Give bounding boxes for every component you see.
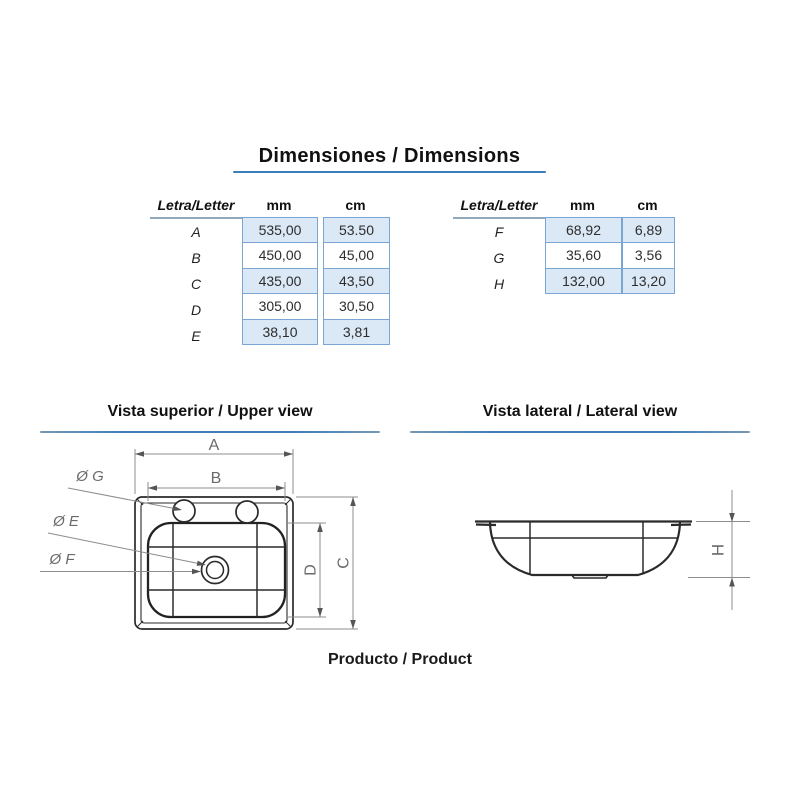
table-cell: 13,20 — [623, 269, 674, 294]
table-cell: 35,60 — [546, 243, 621, 269]
table-cell: 3,56 — [623, 243, 674, 269]
table-cell: 45,00 — [324, 243, 389, 269]
table-cell: 305,00 — [243, 294, 317, 320]
table-cell: E — [191, 328, 201, 344]
upper-view-drawing — [40, 438, 390, 653]
faucet-hole-left — [173, 500, 195, 522]
upper-view-underline — [40, 431, 380, 433]
drain-inner — [207, 562, 224, 579]
table-cell: 38,10 — [243, 320, 317, 345]
col-header-cm: cm — [345, 197, 366, 213]
faucet-hole-right — [236, 501, 258, 523]
table-cell: 435,00 — [243, 269, 317, 295]
letter-column — [150, 219, 242, 349]
col-header-letter: Letra/Letter — [157, 197, 235, 213]
table-cell: F — [494, 224, 504, 240]
cm-column — [622, 217, 675, 295]
upper-view-title: Vista superior / Upper view — [107, 403, 313, 420]
dim-label-c: C — [335, 557, 353, 569]
table-cell: H — [493, 276, 505, 292]
table-cell: 535,00 — [243, 218, 317, 244]
col-header-mm: mm — [570, 197, 595, 213]
lateral-view-title: Vista lateral / Lateral view — [482, 403, 678, 420]
table-cell: 132,00 — [546, 269, 621, 294]
col-header-cm: cm — [637, 197, 658, 213]
table-cell: 53.50 — [324, 218, 389, 244]
table-cell: 30,50 — [324, 294, 389, 320]
table-cell: 6,89 — [623, 218, 674, 244]
cm-column — [323, 217, 390, 346]
lateral-view-underline — [410, 431, 750, 433]
table-cell: 450,00 — [243, 243, 317, 269]
table-cell: B — [191, 250, 201, 266]
table-cell: 68,92 — [546, 218, 621, 244]
mm-column — [242, 217, 318, 346]
dim-label-b: B — [210, 470, 222, 487]
col-header-letter: Letra/Letter — [460, 197, 538, 213]
product-caption: Producto / Product — [328, 651, 472, 668]
page-title: Dimensiones / Dimensions — [258, 145, 521, 167]
table-cell: 43,50 — [324, 269, 389, 295]
table-cell: 3,81 — [324, 320, 389, 345]
dim-label-d: D — [302, 564, 320, 576]
table-cell: D — [190, 302, 202, 318]
dia-label-g: Ø G — [76, 468, 104, 485]
mm-column — [545, 217, 622, 295]
table-cell: G — [493, 250, 505, 266]
dia-label-f: Ø F — [49, 551, 75, 568]
letter-column — [453, 219, 545, 297]
title-underline — [233, 171, 546, 173]
lateral-view-drawing — [410, 438, 760, 653]
table-cell: C — [190, 276, 202, 292]
dia-label-e: Ø E — [53, 513, 79, 530]
dim-label-h: H — [708, 543, 728, 557]
dim-label-a: A — [208, 438, 220, 454]
col-header-mm: mm — [266, 197, 292, 213]
table-cell: A — [191, 224, 201, 240]
